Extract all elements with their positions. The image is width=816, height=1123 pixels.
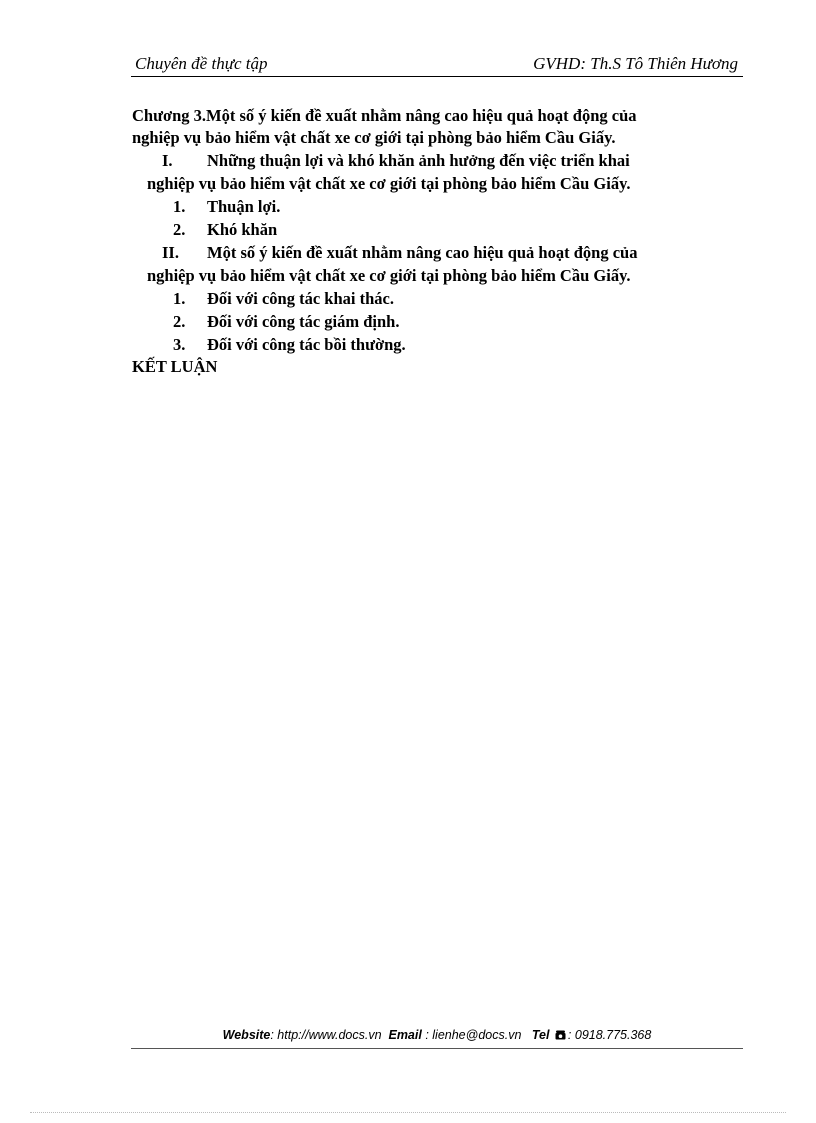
tel-value: : 0918.775.368	[567, 1028, 652, 1042]
toc-entry-text[interactable]: Đối với công tác khai thác.	[207, 289, 394, 308]
toc-entry-text[interactable]: nghiệp vụ bảo hiểm vật chất xe cơ giới tại phòng bảo hiểm Cầu Giấy.	[147, 174, 631, 193]
email-label: Email	[388, 1028, 422, 1042]
footer-divider	[131, 1048, 743, 1049]
email-link[interactable]: : lienhe@docs.vn	[421, 1028, 522, 1042]
toc-entry-text[interactable]: Chương 3.Một số ý kiến đề xuất nhằm nâng cao hiệu quả hoạt động của	[132, 106, 637, 125]
toc-entry-text[interactable]: Khó khăn	[207, 220, 278, 239]
toc-entry-number: 1.	[173, 289, 186, 308]
telephone-icon	[555, 1030, 566, 1040]
toc-entry-number: II.	[162, 243, 179, 262]
toc-entry-text[interactable]: KẾT LUẬN	[132, 357, 218, 376]
header-left-text: Chuyên đề thực tập	[135, 54, 268, 73]
page-header	[131, 54, 743, 77]
toc-entry-number: 2.	[173, 220, 186, 239]
header-right-text: GVHD: Th.S Tô Thiên Hương	[533, 54, 738, 73]
toc-entry-text[interactable]: nghiệp vụ bảo hiểm vật chất xe cơ giới tại phòng bảo hiểm Cầu Giấy.	[147, 266, 631, 285]
page-footer	[131, 1028, 743, 1042]
toc-entry-text[interactable]: Thuận lợi.	[207, 197, 281, 216]
tel-label: Tel	[531, 1028, 550, 1042]
toc-entry-number: 3.	[173, 335, 186, 354]
page-bottom-border	[30, 1112, 786, 1113]
toc-entry-number: 2.	[173, 312, 186, 331]
toc-entry-text[interactable]: Một số ý kiến đề xuất nhằm nâng cao hiệu quả hoạt động của	[207, 243, 638, 262]
website-label: Website	[222, 1028, 271, 1042]
toc-entry-text[interactable]: Đối với công tác bồi thường.	[207, 335, 406, 354]
toc-entry-text[interactable]: Đối với công tác giám định.	[207, 312, 400, 331]
toc-entry-text[interactable]: Những thuận lợi và khó khăn ảnh hưởng đến việc triển khai	[207, 151, 630, 170]
toc-entry-text[interactable]: nghiệp vụ bảo hiểm vật chất xe cơ giới tại phòng bảo hiểm Cầu Giấy.	[132, 128, 616, 147]
website-link[interactable]: : http://www.docs.vn	[270, 1028, 382, 1042]
toc-entry-number: 1.	[173, 197, 186, 216]
toc-entry-number: I.	[162, 151, 173, 170]
